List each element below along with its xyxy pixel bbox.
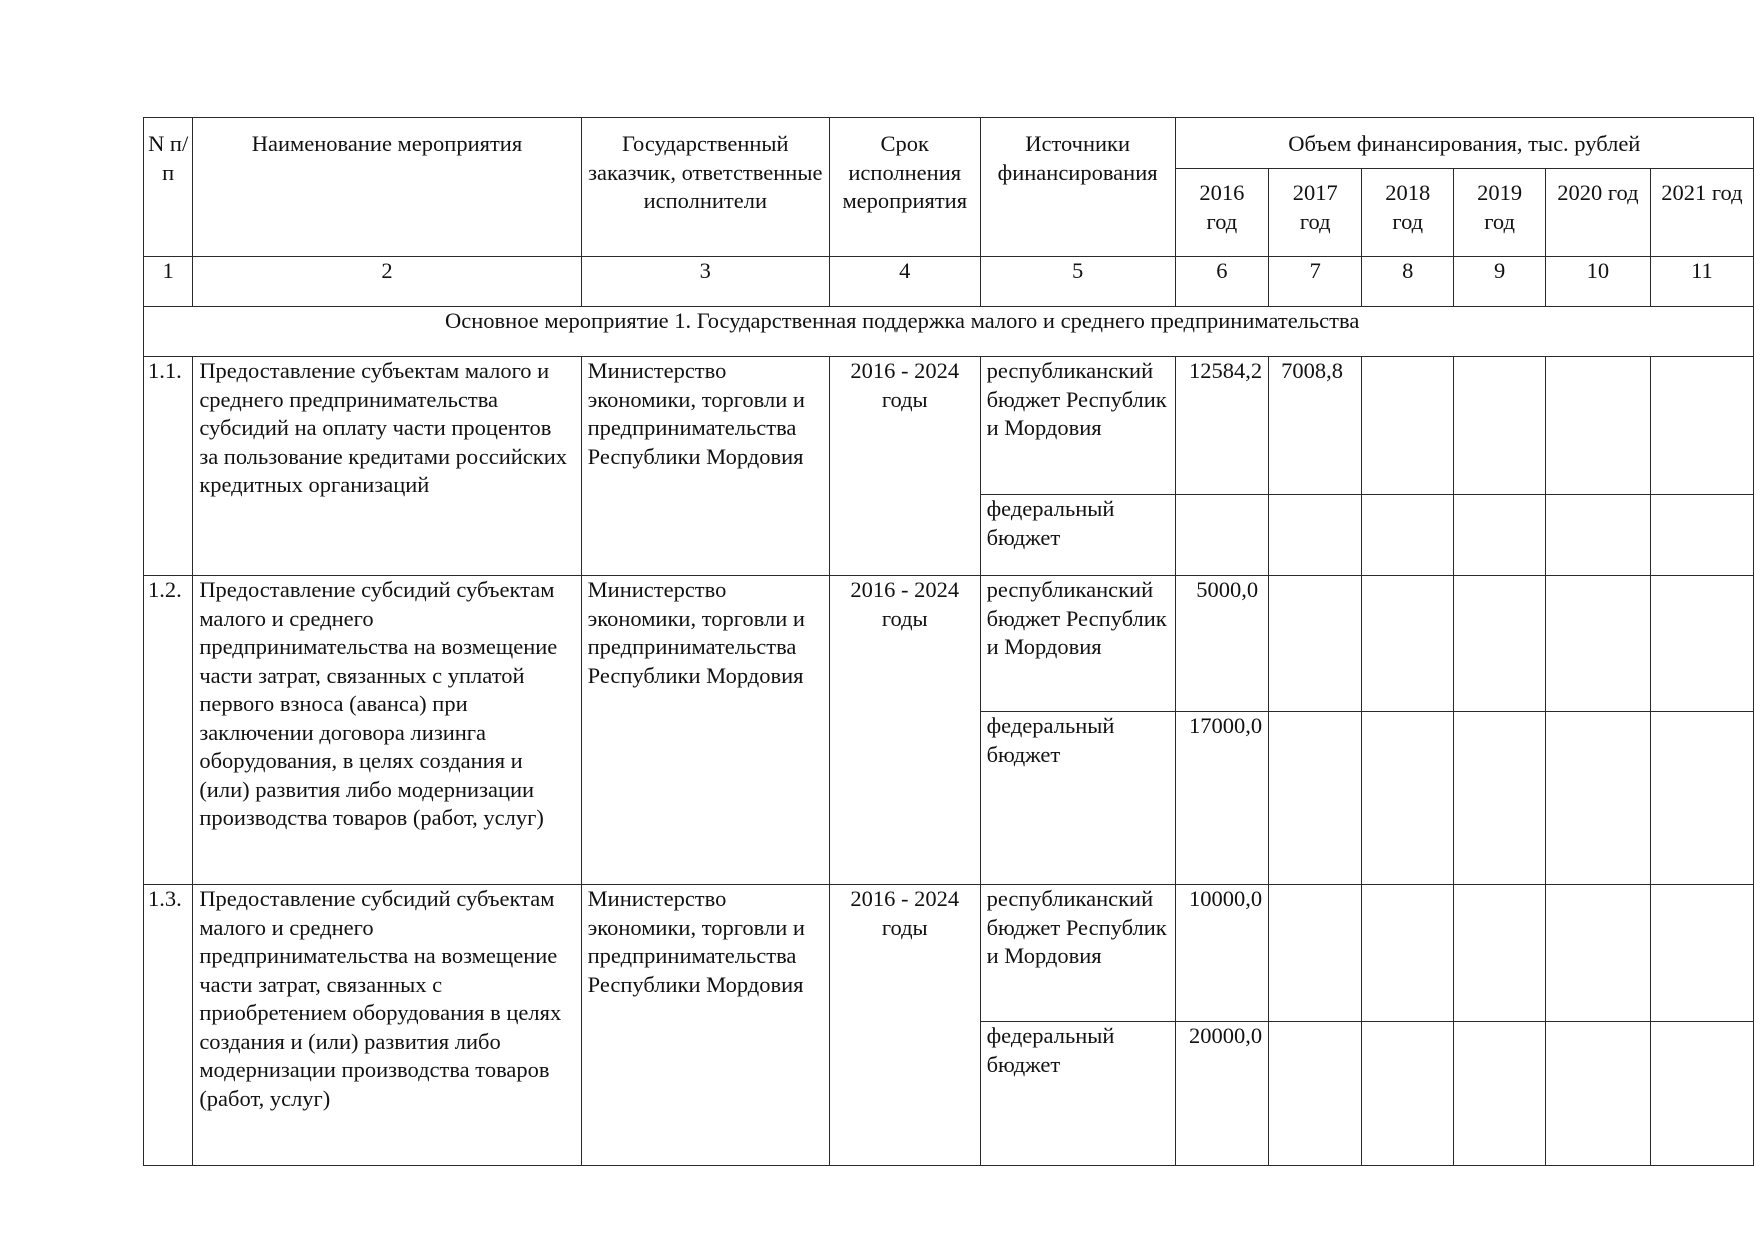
value-2018 [1362,885,1454,1022]
column-number: 6 [1175,257,1269,307]
value-2017 [1269,1022,1362,1166]
funding-source: республиканский бюджет Республики Мордовия [980,885,1175,1022]
funding-source: федеральный бюджет [980,1022,1175,1166]
header-customer: Государственный заказчик, ответственные исполнители [581,118,829,257]
value-2019 [1454,885,1546,1022]
value-2017 [1269,712,1362,885]
responsible-customer: Министерство экономики, торговли и предпринимательства Республики Мордовия [581,885,829,1166]
value-2018 [1362,495,1454,576]
value-2021 [1650,885,1753,1022]
value-2017: 7008,8 [1269,357,1362,495]
value-2018 [1362,712,1454,885]
value-2020 [1546,357,1651,495]
value-2021 [1650,576,1753,712]
value-2020 [1546,712,1651,885]
activity-name: Предоставление субъектам малого и среднего предпринимательства субсидий на оплату части процентов за пользование кредитами российских кредитных организаций [193,357,581,576]
value-2016 [1175,495,1269,576]
value-2016: 5000,0 [1175,576,1269,712]
column-number: 11 [1650,257,1753,307]
value-2019 [1454,495,1546,576]
value-2016: 10000,0 [1175,885,1269,1022]
value-2018 [1362,357,1454,495]
column-numbers-row [144,257,1754,307]
section-title: Основное мероприятие 1. Государственная поддержка малого и среднего предпринимательства [144,307,1754,357]
section-row [144,307,1754,357]
row-number: 1.2. [144,576,193,885]
value-2018 [1362,576,1454,712]
row-number: 1.3. [144,885,193,1166]
funding-source: республиканский бюджет Республики Мордовия [980,357,1175,495]
header-row [144,118,1754,169]
value-2017 [1269,885,1362,1022]
value-2019 [1454,357,1546,495]
value-2020 [1546,1022,1651,1166]
activity-name: Предоставление субсидий субъектам малого и среднего предпринимательства на возмещение части затрат, связанных с уплатой первого взноса (аванса) при заключении договора лизинга оборудования, в целях создания и (или) развития либо модернизации производства товаров (работ, услуг) [193,576,581,885]
value-2020 [1546,576,1651,712]
program-activities-table [143,117,1754,1166]
value-2020 [1546,885,1651,1022]
value-2019 [1454,576,1546,712]
header-year-2017: 2017 год [1269,169,1362,257]
value-2021 [1650,712,1753,885]
execution-period: 2016 - 2024 годы [829,357,980,576]
funding-source: федеральный бюджет [980,495,1175,576]
value-2017 [1269,576,1362,712]
responsible-customer: Министерство экономики, торговли и предпринимательства Республики Мордовия [581,357,829,576]
value-2016: 17000,0 [1175,712,1269,885]
row-number: 1.1. [144,357,193,576]
header-sources: Источники финансирования [980,118,1175,257]
value-2020 [1546,495,1651,576]
funding-source: федеральный бюджет [980,712,1175,885]
value-2021 [1650,1022,1753,1166]
column-number: 8 [1362,257,1454,307]
value-2016: 12584,2 [1175,357,1269,495]
header-year-2019: 2019 год [1454,169,1546,257]
column-number: 2 [193,257,581,307]
header-activity-name: Наименование мероприятия [193,118,581,257]
header-financing-volume: Объем финансирования, тыс. рублей [1175,118,1753,169]
table-row [144,357,1754,495]
value-2019 [1454,1022,1546,1166]
column-number: 5 [980,257,1175,307]
value-2017 [1269,495,1362,576]
value-2019 [1454,712,1546,885]
table-row [144,576,1754,712]
responsible-customer: Министерство экономики, торговли и предпринимательства Республики Мордовия [581,576,829,885]
column-number: 9 [1454,257,1546,307]
header-year-2021: 2021 год [1650,169,1753,257]
column-number: 3 [581,257,829,307]
column-number: 10 [1546,257,1651,307]
column-number: 4 [829,257,980,307]
header-number: N п/п [144,118,193,257]
funding-source: республиканский бюджет Республики Мордовия [980,576,1175,712]
column-number: 1 [144,257,193,307]
value-2021 [1650,357,1753,495]
header-period: Срок исполнения мероприятия [829,118,980,257]
value-2021 [1650,495,1753,576]
value-2016: 20000,0 [1175,1022,1269,1166]
execution-period: 2016 - 2024 годы [829,885,980,1166]
activity-name: Предоставление субсидий субъектам малого и среднего предпринимательства на возмещение части затрат, связанных с приобретением оборудования в целях создания и (или) развития либо модернизации производства товаров (работ, услуг) [193,885,581,1166]
header-year-2020: 2020 год [1546,169,1651,257]
execution-period: 2016 - 2024 годы [829,576,980,885]
value-2018 [1362,1022,1454,1166]
table-row [144,885,1754,1022]
header-year-2016: 2016 год [1175,169,1269,257]
column-number: 7 [1269,257,1362,307]
header-year-2018: 2018 год [1362,169,1454,257]
